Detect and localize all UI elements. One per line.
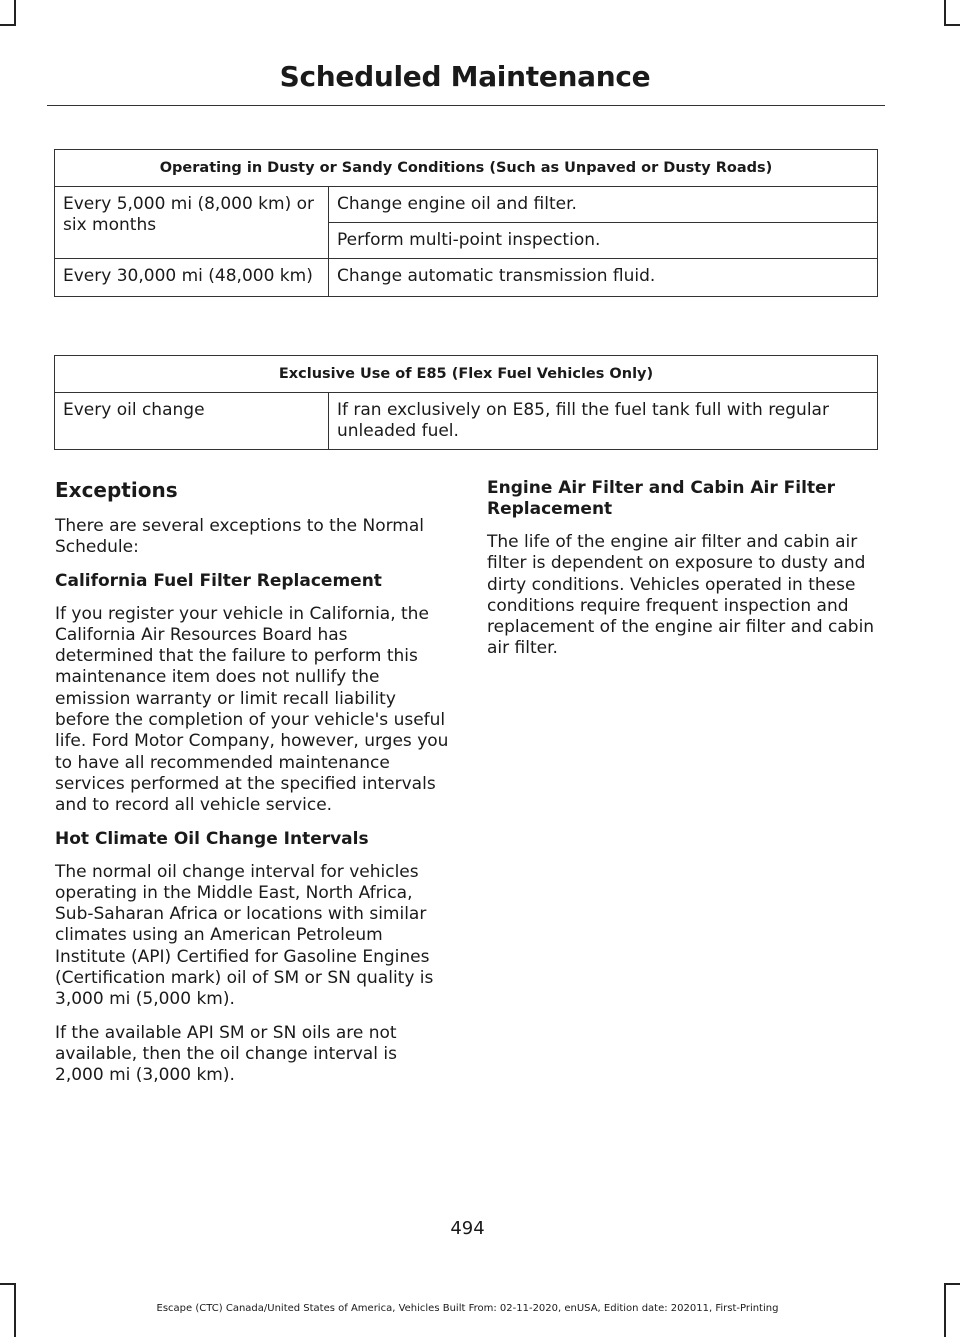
crop-mark-bottom-right-v [944,1283,946,1337]
right-column [487,478,882,672]
hot-climate-heading: Hot Climate Oil Change Intervals [55,828,369,849]
crop-mark-bottom-right-h [944,1283,960,1285]
crop-mark-top-left-v [14,0,16,26]
crop-mark-top-left-h [0,24,16,26]
exceptions-heading: Exceptions [55,478,178,502]
e85-action: If ran exclusively on E85, fill the fuel tank full with regular unleaded fuel. [329,393,878,450]
dusty-table-heading: Operating in Dusty or Sandy Conditions (Such as Unpaved or Dusty Roads) [55,150,878,187]
left-column [55,478,450,1099]
california-heading: California Fuel Filter Replacement [55,570,382,591]
dusty-action-1a: Change engine oil and filter. [329,187,878,223]
california-text: If you register your vehicle in California, the California Air Resources Board has determined that the failure to perform this maintenance item does not nullify the emission warranty or limit recall liability before the completion of your vehicle's useful life. Ford Motor Company, however, urges you to have all recommended maintenance services performed at the specified intervals and to record all vehicle service. [55,603,449,816]
air-filter-heading: Engine Air Filter and Cabin Air Filter Replacement [487,478,835,519]
page-number: 494 [450,1218,485,1239]
dusty-action-1b: Perform multi-point inspection. [329,223,878,259]
e85-table-heading: Exclusive Use of E85 (Flex Fuel Vehicles Only) [55,356,878,393]
e85-table [54,355,878,450]
footer-text: Escape (CTC) Canada/United States of America, Vehicles Built From: 02-11-2020, enUSA, Edition date: 202011, First-Printing [156,1303,779,1314]
hot-climate-text-2: If the available API SM or SN oils are not available, then the oil change interval is 2,000 mi (3,000 km). [55,1022,397,1086]
page-title: Scheduled Maintenance [279,60,651,93]
crop-mark-bottom-left-h [0,1283,16,1285]
dusty-interval-1: Every 5,000 mi (8,000 km) or six months [55,187,329,259]
dusty-interval-2: Every 30,000 mi (48,000 km) [55,259,329,297]
exceptions-intro: There are several exceptions to the Normal Schedule: [55,516,424,558]
air-filter-text: The life of the engine air filter and cabin air filter is dependent on exposure to dusty and dirty conditions. Vehicles operated in these conditions require frequent inspection and replacement of the engine air filter and cabin air filter. [487,532,875,659]
hot-climate-text-1: The normal oil change interval for vehicles operating in the Middle East, North Africa, Sub-Saharan Africa or locations with similar climates using an American Petroleum Institute (API) Certified for Gasoline Engines (Certification mark) oil of SM or SN quality is 3,000 mi (5,000 km). [55,861,434,1010]
e85-interval: Every oil change [55,393,329,450]
dusty-conditions-table [54,149,878,297]
title-divider [47,105,885,106]
dusty-action-2: Change automatic transmission fluid. [329,259,878,297]
crop-mark-top-right-h [944,24,960,26]
crop-mark-top-right-v [944,0,946,26]
